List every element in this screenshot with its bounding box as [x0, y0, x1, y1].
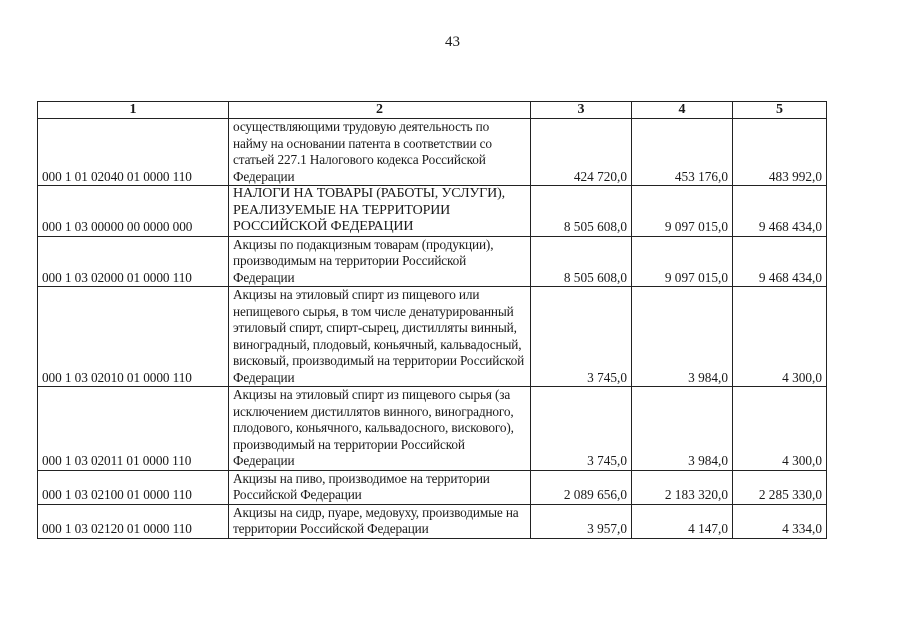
amount-col3: 3 957,0 [531, 504, 632, 538]
column-header-5: 5 [733, 102, 827, 119]
budget-code: 000 1 03 02010 01 0000 110 [38, 287, 229, 387]
amount-col5: 483 992,0 [733, 119, 827, 186]
budget-code: 000 1 03 02000 01 0000 110 [38, 236, 229, 287]
budget-code: 000 1 03 02120 01 0000 110 [38, 504, 229, 538]
revenue-table [37, 101, 827, 539]
amount-col4: 2 183 320,0 [632, 470, 733, 504]
revenue-name-text: Акцизы на сидр, пуаре, медовуху, производимые на территории Российской Федерации [233, 504, 519, 536]
budget-code: 000 1 03 02011 01 0000 110 [38, 387, 229, 471]
budget-code: 000 1 01 02040 01 0000 110 [38, 119, 229, 186]
amount-col4: 4 147,0 [632, 504, 733, 538]
revenue-name-text: осуществляющими трудовую деятельность по найму на основании патента в соответствии со статьей 227.1 Налогового кодекса Российской Федерации [233, 119, 492, 184]
revenue-name [229, 236, 531, 287]
table-row [38, 287, 827, 387]
table-row [38, 236, 827, 287]
column-header-1: 1 [38, 102, 229, 119]
amount-col4: 453 176,0 [632, 119, 733, 186]
revenue-name-text: Акцизы на этиловый спирт из пищевого сырья (за исключением дистиллятов винного, виноградного, плодового, коньячного, кальвадосного, вискового), производимый на территории Российской Федерации [233, 387, 514, 468]
amount-col3: 8 505 608,0 [531, 186, 632, 237]
amount-col5: 9 468 434,0 [733, 186, 827, 237]
table-row [38, 119, 827, 186]
page-number: 43 [445, 34, 460, 50]
budget-code: 000 1 03 02100 01 0000 110 [38, 470, 229, 504]
amount-col3: 2 089 656,0 [531, 470, 632, 504]
table-row [38, 186, 827, 237]
column-header-3: 3 [531, 102, 632, 119]
amount-col5: 9 468 434,0 [733, 236, 827, 287]
revenue-name-text: НАЛОГИ НА ТОВАРЫ (РАБОТЫ, УСЛУГИ), РЕАЛИЗУЕМЫЕ НА ТЕРРИТОРИИ РОССИЙСКОЙ ФЕДЕРАЦИИ [233, 186, 505, 234]
amount-col3: 8 505 608,0 [531, 236, 632, 287]
revenue-name [229, 287, 531, 387]
amount-col3: 3 745,0 [531, 387, 632, 471]
amount-col3: 3 745,0 [531, 287, 632, 387]
amount-col4: 9 097 015,0 [632, 236, 733, 287]
amount-col4: 9 097 015,0 [632, 186, 733, 237]
amount-col4: 3 984,0 [632, 287, 733, 387]
revenue-name-text: Акцизы на пиво, производимое на территории Российской Федерации [233, 470, 490, 502]
revenue-name [229, 387, 531, 471]
revenue-name [229, 470, 531, 504]
amount-col5: 4 300,0 [733, 387, 827, 471]
table-header-row [38, 102, 827, 119]
amount-col5: 4 334,0 [733, 504, 827, 538]
revenue-name-text: Акцизы по подакцизным товарам (продукции), производимым на территории Российской Федерации [233, 236, 494, 285]
column-header-4: 4 [632, 102, 733, 119]
revenue-name-text: Акцизы на этиловый спирт из пищевого или непищевого сырья, в том числе денатурированный этиловый спирт, спирт-сырец, дистилляты винный, виноградный, плодовый, коньячный, кальвадосный, висковый, производимый на территории Российской Федерации [233, 287, 525, 385]
amount-col5: 2 285 330,0 [733, 470, 827, 504]
amount-col4: 3 984,0 [632, 387, 733, 471]
table-row [38, 387, 827, 471]
revenue-name [229, 119, 531, 186]
table-row [38, 504, 827, 538]
amount-col3: 424 720,0 [531, 119, 632, 186]
amount-col5: 4 300,0 [733, 287, 827, 387]
revenue-name [229, 186, 531, 237]
revenue-name [229, 504, 531, 538]
column-header-2: 2 [229, 102, 531, 119]
budget-code: 000 1 03 00000 00 0000 000 [38, 186, 229, 237]
table-row [38, 470, 827, 504]
